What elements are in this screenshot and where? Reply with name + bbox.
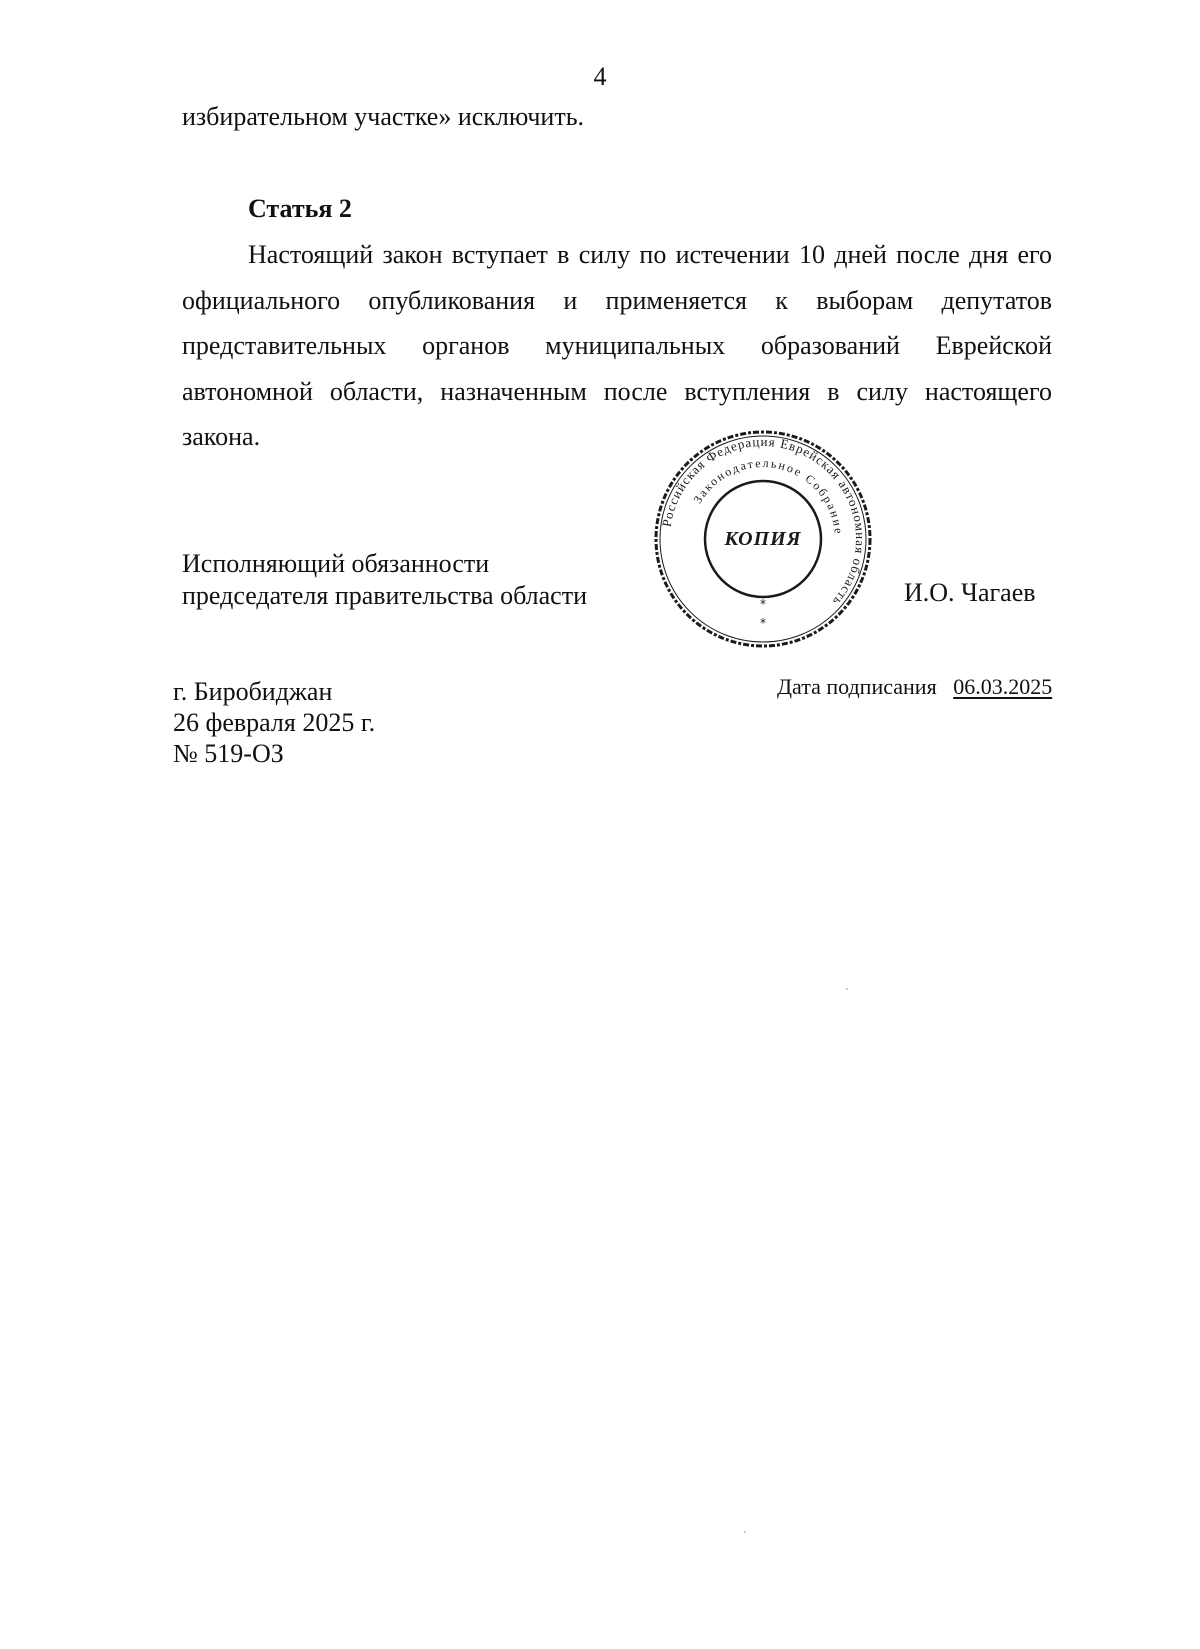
- adoption-date: 26 февраля 2025 г.: [173, 708, 376, 737]
- article-paragraph: [182, 232, 1052, 460]
- signing-date-value: 06.03.2025: [953, 674, 1053, 699]
- signing-date: [777, 674, 1052, 700]
- stamp-star-icon: *: [760, 616, 766, 630]
- scan-speck: [744, 1531, 746, 1533]
- paragraph-line: представительных органов муниципальных образований Еврейской: [182, 331, 1052, 361]
- paragraph-line: Настоящий закон вступает в силу по истечении 10 дней после дня его: [248, 240, 1052, 269]
- city: г. Биробиджан: [173, 677, 333, 706]
- paragraph-line: автономной области, назначенным после вступления в силу настоящего: [182, 376, 1052, 406]
- intro-line: избирательном участке» исключить.: [182, 102, 585, 131]
- place-date-number: [173, 676, 375, 769]
- signing-date-label: Дата подписания: [777, 674, 937, 699]
- signatory-position: [182, 548, 587, 612]
- signatory-position-line: председателя правительства области: [182, 581, 587, 610]
- stamp-star-icon: *: [760, 597, 766, 611]
- law-number: № 519-ОЗ: [173, 739, 284, 768]
- stamp-outer-text: Российская Федерация Еврейская автономная область: [658, 433, 869, 610]
- stamp-center-text: КОПИЯ: [724, 528, 802, 550]
- page-number: 4: [593, 62, 607, 91]
- article-heading: Статья 2: [248, 194, 352, 223]
- paragraph-line: официального опубликования и применяется к выборам депутатов: [182, 285, 1052, 315]
- signatory-position-line: Исполняющий обязанности: [182, 549, 490, 578]
- signatory-name: И.О. Чагаев: [904, 578, 1036, 607]
- stamp-inner-text: Законодательное Собрание: [690, 455, 846, 537]
- official-stamp: [652, 428, 874, 650]
- scan-speck: [846, 988, 848, 990]
- paragraph-line: закона.: [182, 422, 261, 452]
